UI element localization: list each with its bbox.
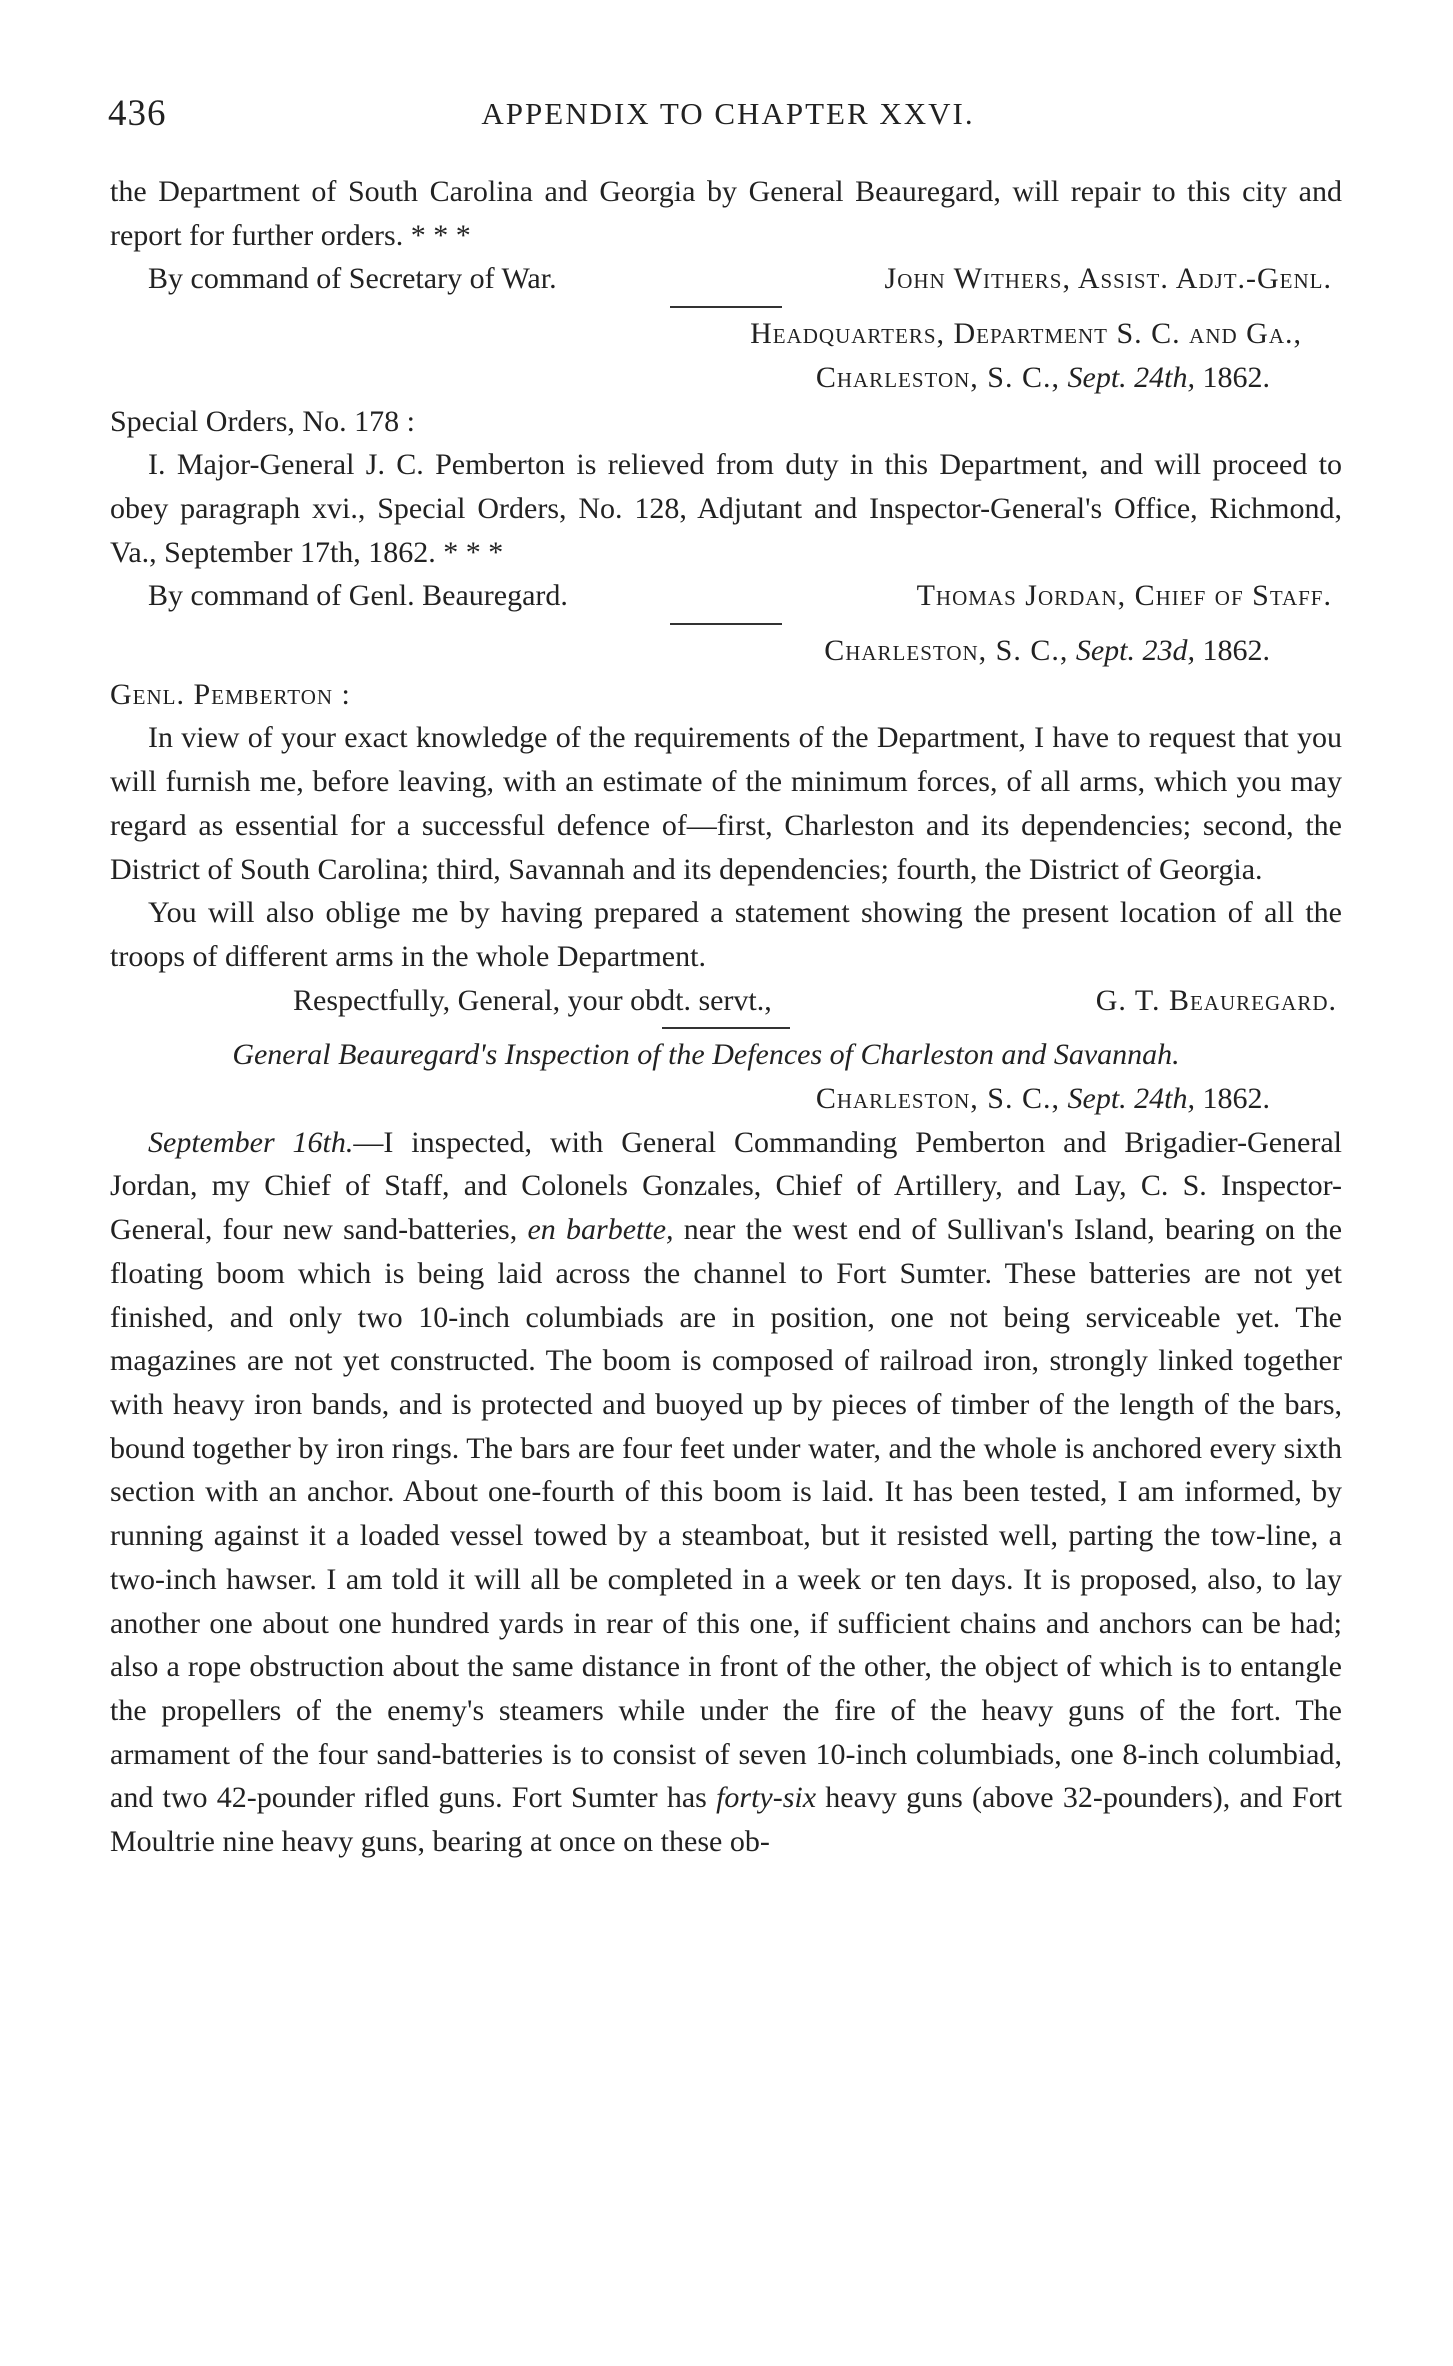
- journal-text-part-3: heavy guns (above 32-pounders), and Fort Moultrie nine heavy guns, bearing at once on these ob-: [110, 1781, 1343, 1859]
- letter-dateline: [110, 629, 1342, 673]
- signature-authority: By command of Secretary of War.: [148, 262, 557, 296]
- dateline-date: Sept. 23d,: [1075, 634, 1195, 668]
- letter-paragraph-1: In view of your exact knowledge of the requirements of the Department, I have to request that you will furnish me, before leaving, with an estimate of the minimum forces, of all arms, which you may regard as essential for a successful defence of—first, Charleston and its dependencies; second, the District of South Carolina; third, Savannah and its dependencies; fourth, the District of Georgia.: [110, 721, 1342, 886]
- letter-closing-line: [110, 979, 1342, 1023]
- section-title: General Beauregard's Inspection of the Defences of Charleston and Savannah.: [232, 1038, 1180, 1072]
- dateline-year: 1862.: [1202, 634, 1270, 668]
- headquarters-heading: Headquarters, Department S. C. and Ga.,: [750, 317, 1302, 351]
- journal-italic-phrase-2: forty-six: [716, 1781, 817, 1815]
- signature-line-withers: [110, 257, 1342, 301]
- journal-entry-date: September 16th.: [148, 1125, 354, 1159]
- special-orders-paragraph: I. Major-General J. C. Pemberton is relieved from duty in this Department, and will proceed to obey paragraph xvi., Special Orders, No. 128, Adjutant and Inspector-General's Office, Richmond, Va., September 17th, 1862. * * *: [110, 448, 1342, 569]
- section-divider: [670, 306, 782, 308]
- dateline-date: Sept. 24th,: [1067, 360, 1195, 394]
- signature-authority: By command of Genl. Beauregard.: [148, 579, 568, 613]
- letter-paragraph-2: You will also oblige me by having prepared a statement showing the present location of all the troops of different arms in the whole Department.: [110, 896, 1342, 973]
- letter-salutation: Genl. Pemberton :: [110, 677, 351, 711]
- journal-text-part-1: —I inspected, with General Commanding Pemberton and Brigadier-General Jordan, my Chief of Staff, and Colonels Gonzales, Chief of Artillery, and Lay, C. S. Inspector-General, four new sand-batteries,: [110, 1125, 1342, 1247]
- page-number: 436: [108, 93, 167, 134]
- signature-signer: John Withers, Assist. Adjt.-Genl.: [884, 262, 1332, 296]
- journal-text-part-2: near the west end of Sullivan's Island, bearing on the floating boom which is being laid across the channel to Fort Sumter. These batteries are not yet finished, and only two 10-inch columbiads are in position, one not being serviceable yet. The magazines are not yet constructed. The boom is composed of railroad iron, strongly linked together with heavy iron bands, and is protected and buoyed up by pieces of timber of the length of the bars, bound together by iron rings. The bars are four feet under water, and the whole is anchored every sixth section with an anchor. About one-fourth of this boom is laid. It has been tested, I am informed, by running against it a loaded vessel towed by a steamboat, but it resisted well, parting the tow-line, a two-inch hawser. I am told it will all be completed in a week or ten days. It is proposed, also, to lay another one about one hundred yards in rear of this one, if sufficient chains and anchors can be had; also a rope obstruction about the same distance in front of the other, the object of which is to entangle the propellers of the enemy's steamers while under the fire of the heavy guns of the fort. The armament of the four sand-batteries is to consist of seven 10-inch columbiads, one 8-inch columbiad, and two 42-pounder rifled guns. Fort Sumter has: [110, 1213, 1343, 1815]
- journal-entry-paragraph: [110, 1121, 1342, 1864]
- dateline-year: 1862.: [1202, 360, 1270, 394]
- journal-dateline: [110, 1077, 1342, 1121]
- section-divider: [662, 1027, 790, 1029]
- signature-signer: Thomas Jordan, Chief of Staff.: [916, 579, 1332, 613]
- special-orders-label: Special Orders, No. 178 :: [110, 404, 415, 438]
- page-header: [108, 92, 1348, 142]
- page-body: [110, 170, 1342, 1864]
- dateline-date: Sept. 24th,: [1067, 1082, 1195, 1116]
- dateline-year: 1862.: [1202, 1082, 1270, 1116]
- running-head: APPENDIX TO CHAPTER XXVI.: [481, 96, 975, 131]
- letter-closing: Respectfully, General, your obdt. servt.,: [293, 983, 772, 1017]
- dateline-place: Charleston, S. C.,: [824, 634, 1069, 668]
- headquarters-dateline: [110, 356, 1342, 400]
- section-divider: [670, 623, 782, 625]
- letter-signer: G. T. Beauregard.: [1095, 983, 1337, 1017]
- dateline-place: Charleston, S. C.,: [815, 1082, 1060, 1116]
- signature-line-jordan: [110, 574, 1342, 618]
- order-continuation-paragraph: the Department of South Carolina and Georgia by General Beauregard, will repair to this city and report for further orders. * * *: [110, 175, 1342, 252]
- journal-italic-phrase-1: en barbette,: [527, 1213, 674, 1247]
- dateline-place: Charleston, S. C.,: [815, 360, 1060, 394]
